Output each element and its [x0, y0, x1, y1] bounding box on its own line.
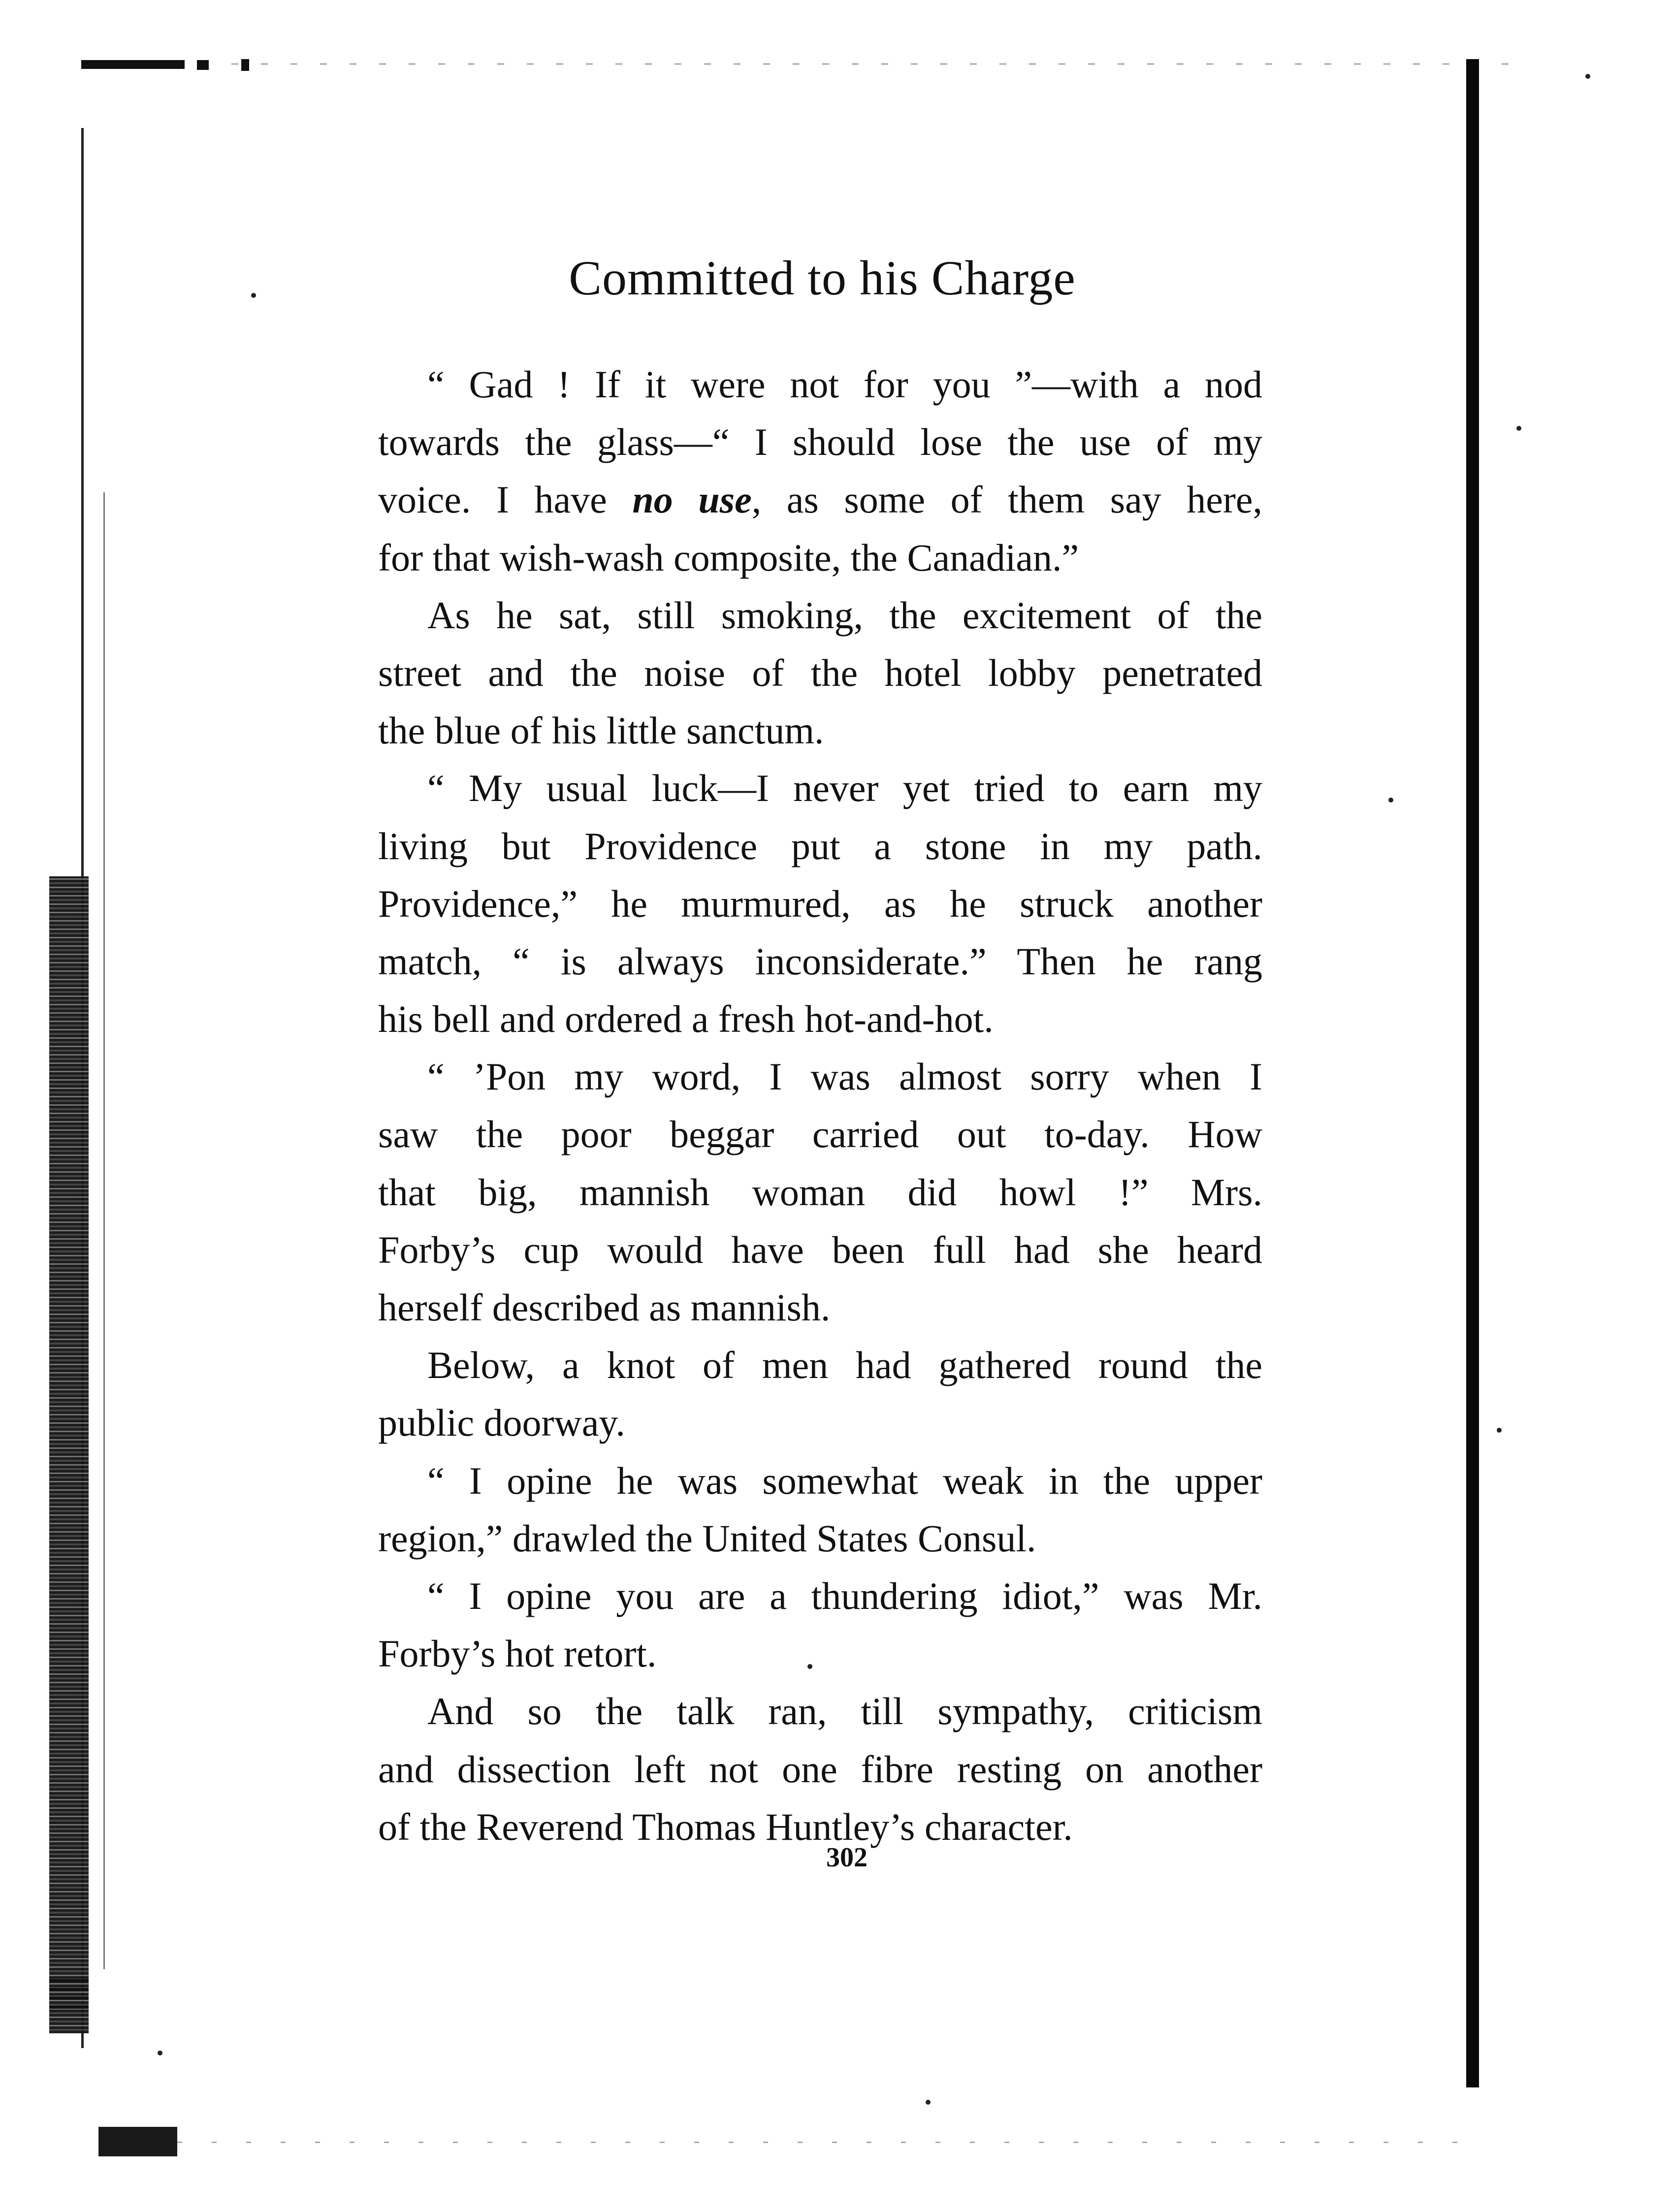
text-line — [378, 471, 1262, 528]
text-line: “ My usual luck—I never yet tried to earn my — [427, 767, 1262, 810]
text-line: towards the glass—“ I should lose the use of my — [378, 420, 1262, 464]
scan-speck — [1516, 426, 1521, 431]
text-line: saw the poor beggar carried out to-day. How — [378, 1113, 1262, 1156]
scan-speck — [1388, 798, 1393, 802]
text-line: Forby’s hot retort. — [378, 1632, 657, 1675]
scan-left-edge-lines — [49, 1974, 89, 2009]
scan-left-bottom-mark — [98, 2127, 177, 2156]
scan-mark — [197, 60, 209, 70]
text-line: that big, mannish woman did howl !” Mrs. — [378, 1170, 1262, 1214]
scan-left-binding-shadow — [49, 876, 89, 2033]
page-number: 302 — [826, 1842, 868, 1873]
text-line: As he sat, still smoking, the excitement of the — [427, 593, 1262, 637]
scan-mark — [241, 59, 249, 71]
text-line: “ ’Pon my word, I was almost sorry when I — [427, 1055, 1262, 1098]
text-line: region,” drawled the United States Consul. — [378, 1516, 1036, 1560]
text-line: match, “ is always inconsiderate.” Then he rang — [378, 939, 1262, 983]
scan-speck — [158, 2051, 162, 2055]
text-run: , as some of them say here, — [751, 478, 1262, 521]
scan-left-edge-line — [103, 492, 105, 1969]
scan-speck — [1585, 74, 1590, 79]
text-line: public doorway. — [378, 1401, 625, 1444]
text-line: herself described as mannish. — [378, 1286, 831, 1329]
text-line: Providence,” he murmured, as he struck another — [378, 882, 1262, 925]
text-line: for that wish-wash composite, the Canadian.” — [378, 536, 1079, 579]
text-line: “ Gad ! If it were not for you ”—with a nod — [427, 363, 1262, 406]
text-line: And so the talk ran, till sympathy, criticism — [427, 1690, 1262, 1733]
page-body — [378, 355, 1262, 1856]
scan-right-edge-bar — [1466, 59, 1479, 2087]
text-run: voice. I have — [378, 478, 633, 521]
text-line: the blue of his little sanctum. — [378, 709, 824, 752]
text-line: living but Providence put a stone in my path. — [378, 824, 1262, 867]
text-line: Forby’s cup would have been full had she heard — [378, 1228, 1262, 1271]
scan-mark — [81, 60, 185, 69]
text-line: of the Reverend Thomas Huntley’s character. — [378, 1805, 1073, 1848]
scan-speck — [251, 293, 256, 298]
text-line: street and the noise of the hotel lobby penetrated — [378, 651, 1262, 694]
scan-bottom-border — [177, 2142, 1457, 2143]
emphasis-run: no use — [632, 478, 752, 521]
text-line: his bell and ordered a fresh hot-and-hot. — [378, 997, 994, 1041]
scan-top-border — [84, 63, 1511, 65]
text-line: Below, a knot of men had gathered round the — [427, 1344, 1262, 1387]
text-line: “ I opine you are a thundering idiot,” was Mr. — [427, 1574, 1262, 1617]
text-line: “ I opine he was somewhat weak in the upper — [427, 1459, 1262, 1502]
text-line: and dissection left not one fibre resting on another — [378, 1747, 1262, 1791]
scan-speck — [926, 2100, 931, 2105]
running-header: Committed to his Charge — [569, 251, 1076, 305]
scan-speck — [1497, 1428, 1502, 1433]
